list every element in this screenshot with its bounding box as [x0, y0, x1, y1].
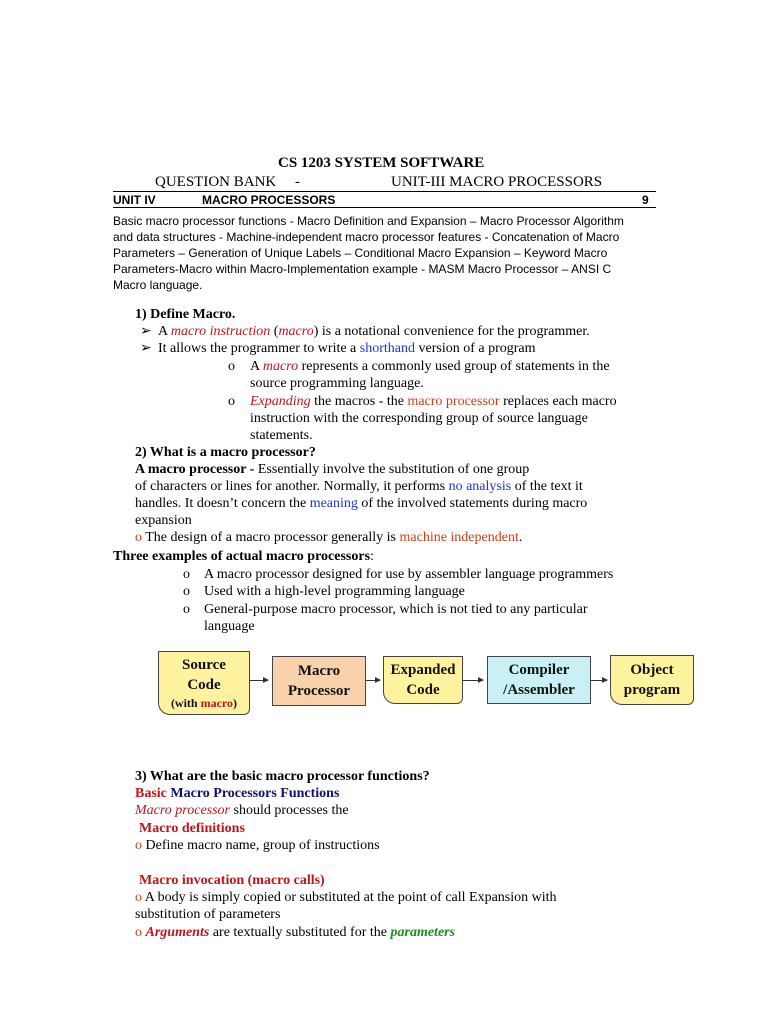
question-1-title: 1) Define Macro. [135, 307, 236, 322]
example-2: Used with a high-level programming language [204, 584, 465, 599]
macro-invocation-heading: Macro invocation (macro calls) [139, 873, 325, 888]
q1-bullet-1: A macro instruction (macro) is a notational convenience for the programmer. [158, 324, 590, 339]
circle-bullet-icon: o [183, 602, 190, 617]
q1-bullet-2: It allows the programmer to write a shorthand version of a program [158, 341, 536, 356]
expanded-code-box: Expanded Code [383, 656, 463, 704]
question-bank-label: QUESTION BANK [155, 174, 277, 190]
arrow-bullet-icon: ➢ [140, 324, 152, 339]
syllabus-text: Basic macro processor functions - Macro Definition and Expansion – Macro Processor Algorithm and data structures - Machine-independent macro processor features - Concatenation of Macro Parameters – Generation of Unique Labels – Conditional Macro Expansion – Keyword Macro Parameters-Macro within Macro-Implementation example - MASM Macro Processor – ANSI C Macro language. [113, 214, 624, 292]
header-rule [113, 191, 656, 192]
arrow-right-icon [250, 680, 268, 681]
circle-bullet-icon: o [228, 394, 235, 409]
q2-answer: A macro processor - Essentially involve the substitution of one group of characters or lines for another. Normally, it performs no analysis of the text it handles. It doesn’t concern the meaning of the involved statements during macro expansion o The design of a macro processor generally is machine independent. [135, 462, 588, 545]
header-rule-bottom [113, 207, 656, 208]
course-title: CS 1203 SYSTEM SOFTWARE [278, 155, 485, 171]
example-1: A macro processor designed for use by assembler language programmers [204, 567, 614, 582]
arrow-right-icon [366, 680, 380, 681]
unit-iv-title: MACRO PROCESSORS [202, 193, 336, 207]
arrow-bullet-icon: ➢ [140, 341, 152, 356]
macro-invocation-text: o A body is simply copied or substituted at the point of call Expansion with substitution of parameters [135, 890, 557, 922]
question-3-title: 3) What are the basic macro processor functions? [135, 769, 430, 784]
unit-heading: UNIT-III MACRO PROCESSORS [391, 174, 603, 190]
question-2-title: 2) What is a macro processor? [135, 445, 316, 460]
q1-sub-2: Expanding the macros - the macro processor replaces each macro instruction with the corresponding group of source language statements. [250, 394, 617, 443]
compiler-assembler-box: Compiler /Assembler [487, 656, 591, 704]
macro-processor-box: Macro Processor [272, 656, 366, 706]
source-code-box: Source Code (with macro) [158, 651, 250, 715]
header-dash: - [295, 174, 300, 190]
macro-definitions-heading: Macro definitions [139, 821, 245, 836]
macro-definitions-text: o Define macro name, group of instructions [135, 838, 380, 853]
arrow-right-icon [591, 680, 607, 681]
unit-hours: 9 [642, 193, 649, 207]
q1-sub-1: A macro represents a commonly used group of statements in the source programming language. [250, 359, 610, 391]
circle-bullet-icon: o [228, 359, 235, 374]
arguments-line: o Arguments are textually substituted for the parameters [135, 925, 456, 940]
circle-bullet-icon: o [183, 584, 190, 599]
basic-functions-heading: Basic Macro Processors Functions [135, 786, 340, 801]
example-3: General-purpose macro processor, which is not tied to any particular language [204, 602, 588, 634]
circle-bullet-icon: o [183, 567, 190, 582]
arrow-right-icon [463, 680, 483, 681]
object-program-box: Object program [610, 655, 694, 705]
unit-iv-label: UNIT IV [113, 193, 156, 207]
examples-title: Three examples of actual macro processors: [113, 549, 374, 564]
macro-processor-line: Macro processor should processes the [135, 803, 349, 818]
